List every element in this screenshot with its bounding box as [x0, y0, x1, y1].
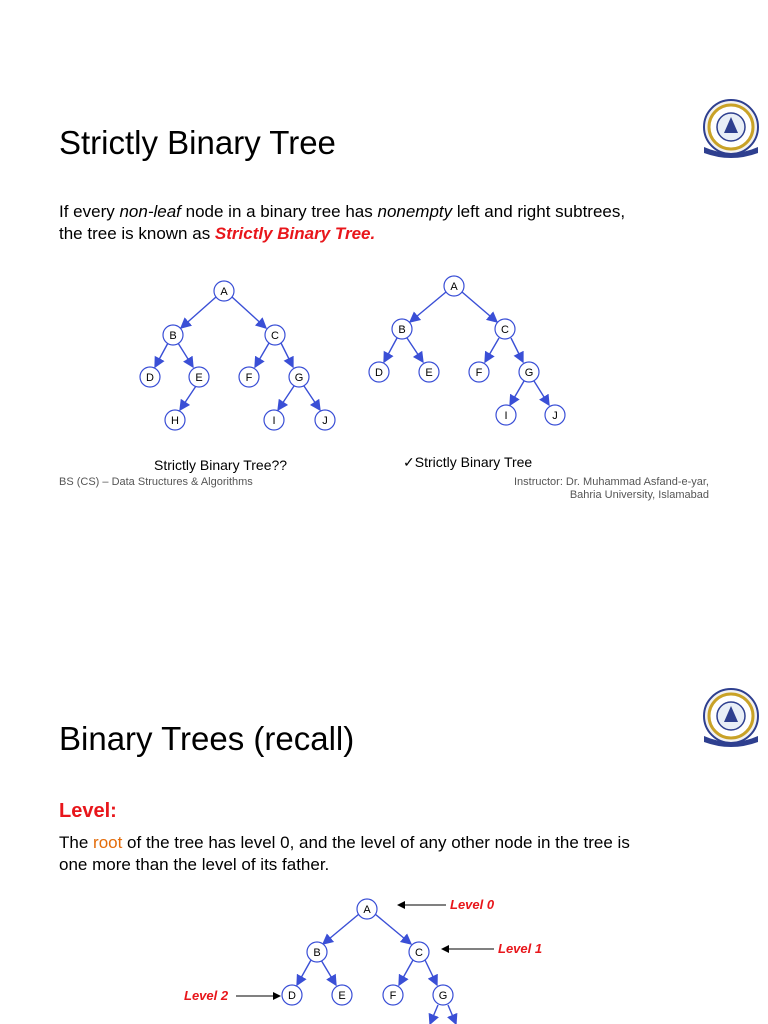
level-definition-text: The root of the tree has level 0, and the level of any other node in the tree is one more than the level of its father. [59, 833, 630, 874]
node-label-f: F [245, 372, 253, 384]
node-label-h: H [171, 415, 179, 427]
edge-b-d [155, 343, 168, 367]
node-label-b: B [169, 330, 177, 342]
level2-label: Level 2 [184, 988, 229, 1003]
node-label-j: J [322, 415, 328, 427]
level1-label: Level 1 [498, 941, 543, 956]
slide-title: Binary Trees (recall) [59, 720, 355, 757]
node-label-c: C [271, 330, 279, 342]
slide-title: Strictly Binary Tree [59, 124, 336, 161]
node-label-g: G [438, 990, 448, 1002]
edge-a-b [410, 292, 446, 322]
node-label-c: C [501, 324, 509, 336]
node-label-e: E [195, 372, 203, 384]
edge-g-j [304, 386, 320, 410]
node-label-d: D [288, 990, 296, 1002]
edge-a-b [323, 914, 359, 944]
node-label-a: A [450, 281, 458, 293]
tree-right-caption: ✓Strictly Binary Tree [403, 454, 533, 470]
edge-c-f [399, 960, 413, 985]
edge-a-b [181, 297, 216, 328]
node-label-g: G [524, 367, 534, 379]
edge-b-d [384, 338, 397, 362]
university-logo-icon [698, 686, 764, 752]
node-label-f: F [475, 367, 483, 379]
edge-c-g [281, 343, 293, 367]
node-label-i: I [272, 415, 276, 427]
node-label-b: B [398, 324, 406, 336]
edge-a-c [375, 914, 411, 944]
edge-g-i [278, 386, 294, 410]
checkmark-icon: ✓ [403, 454, 415, 470]
node-label-f: F [389, 990, 397, 1002]
node-label-j: J [552, 410, 558, 422]
edge-b-e [178, 343, 193, 367]
edge-g-child-right [448, 1005, 456, 1024]
edge-a-c [232, 297, 266, 328]
edge-c-f [255, 343, 269, 367]
tree-left-diagram [130, 278, 350, 438]
edge-b-e [321, 960, 336, 985]
node-label-a: A [220, 286, 228, 298]
edge-g-i [510, 381, 524, 405]
node-label-d: D [146, 372, 154, 384]
edge-b-e [407, 338, 423, 362]
university-logo-icon [698, 97, 764, 163]
level0-label: Level 0 [450, 897, 495, 912]
edge-c-f [485, 338, 499, 362]
edge-g-child-left [430, 1005, 438, 1024]
edge-b-d [297, 960, 311, 985]
node-label-g: G [294, 372, 304, 384]
tree-left-caption: Strictly Binary Tree?? [154, 457, 288, 473]
footer-course: BS (CS) – Data Structures & Algorithms [59, 476, 253, 488]
edge-e-h [180, 386, 196, 410]
tree-right-diagram [360, 272, 580, 432]
edge-c-g [425, 960, 437, 985]
edge-c-g [511, 338, 523, 362]
node-label-b: B [313, 947, 321, 959]
node-label-e: E [338, 990, 346, 1002]
node-label-a: A [363, 904, 371, 916]
node-label-i: I [504, 410, 508, 422]
slide-binary-trees-recall [0, 580, 768, 1024]
edge-a-c [462, 292, 497, 322]
level-tree-diagram [170, 890, 570, 1024]
node-label-d: D [375, 367, 383, 379]
level-heading: Level: [59, 800, 117, 822]
node-label-e: E [425, 367, 433, 379]
node-label-c: C [415, 947, 423, 959]
definition-text: If every non-leaf node in a binary tree has nonempty left and right subtrees, the tree is known as Strictly Binary Tree. [59, 202, 626, 243]
footer-instructor: Instructor: Dr. Muhammad Asfand-e-yar, Bahria University, Islamabad [513, 476, 709, 501]
edge-g-j [534, 381, 549, 405]
